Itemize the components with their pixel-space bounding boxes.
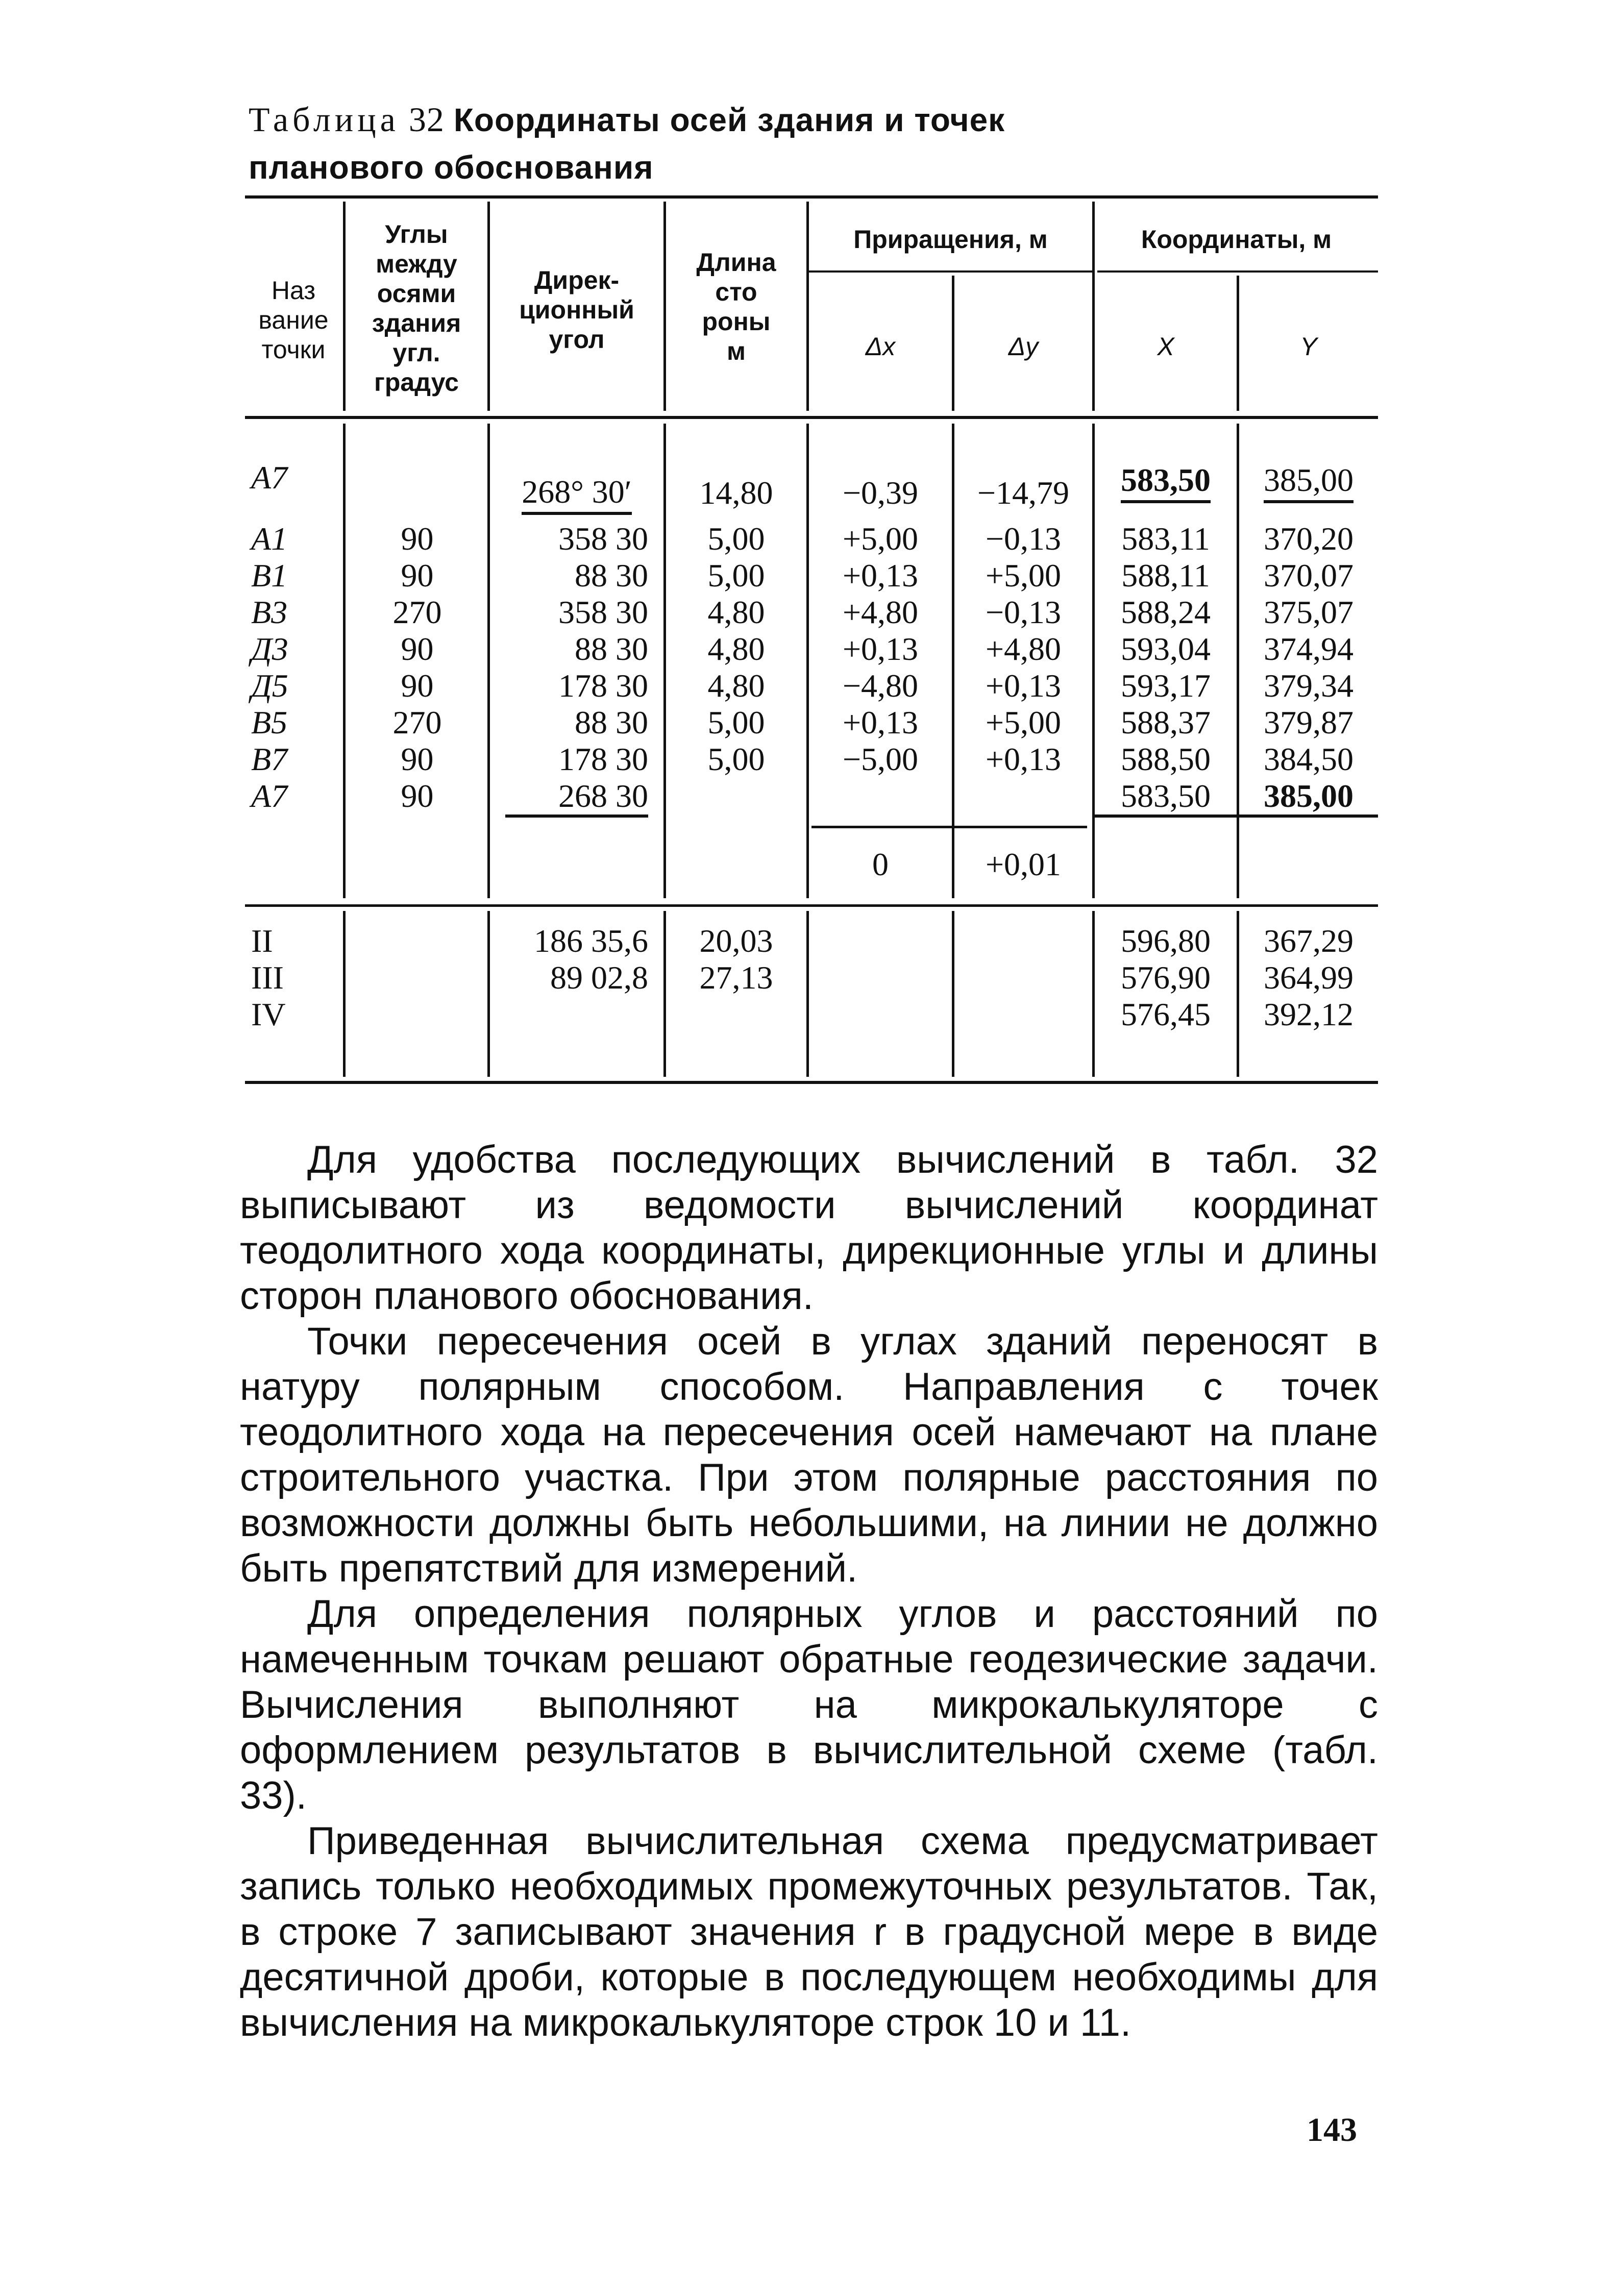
header-dx: Δx: [865, 332, 896, 361]
row-dy: +5,00: [985, 557, 1062, 594]
paragraph-3: Для определения полярных углов и расстояний по намеченным точкам решают обратные геодезические задачи. Вычисления выполняют на микрокалькуляторе с оформлением результатов в вычислительной схеме (табл. 33).: [240, 1592, 1378, 1817]
row-dy: +5,00: [985, 704, 1062, 741]
control-length: 20,03: [699, 923, 773, 959]
ctrl-line-1: [343, 911, 346, 1077]
header-direction: Дирек- ционный угол: [519, 266, 634, 354]
row-name: A1: [251, 521, 288, 557]
row-x: 588,50: [1121, 741, 1211, 777]
header-coords: Координаты, м: [1141, 225, 1332, 254]
start-x: 583,50: [1095, 462, 1237, 499]
start-direction: 268° 30′: [505, 474, 648, 510]
row-name: Д3: [251, 631, 288, 667]
header-name: Наз вание точки: [258, 276, 329, 364]
row-x: 588,11: [1121, 557, 1210, 594]
caption-title-cont: планового обоснования: [249, 149, 654, 186]
row-length: 4,80: [707, 594, 765, 630]
control-x: 576,90: [1121, 959, 1211, 996]
header-dy: Δy: [1008, 332, 1039, 361]
body-text: [240, 1137, 1378, 2045]
row-name: B1: [251, 557, 288, 594]
header-bottom-rule: [245, 416, 1378, 419]
row-x: 593,04: [1121, 631, 1211, 667]
body-line-2: [487, 424, 490, 898]
row-dir: 178 30: [558, 668, 648, 704]
caption-label: Таблица: [249, 100, 400, 139]
paragraph-4: Приведенная вычислительная схема предусматривает запись только необходимых промежуточных результатов. Так, в строке 7 записывают значения r в градусной мере в виде десятичной дроби, которые в последующем необходимы для вычисления на микрокалькуляторе строк 10 и 11.: [240, 1819, 1378, 2044]
row-angle: 90: [401, 778, 434, 814]
table-caption: [249, 96, 1422, 191]
body-line-1: [343, 424, 346, 898]
start-length: 14,80: [699, 475, 773, 511]
control-name: IV: [251, 996, 286, 1032]
row-y: 374,94: [1264, 631, 1354, 667]
control-dir: 186 35,6: [534, 923, 648, 959]
row-angle: 90: [401, 741, 434, 777]
subheader-rule-increments: [806, 270, 1092, 273]
row-x: 583,50: [1095, 778, 1237, 818]
row-dx: +0,13: [842, 557, 919, 594]
start-point-name: A7: [251, 459, 288, 496]
row-x: 583,11: [1121, 521, 1210, 557]
table-top-rule: [245, 195, 1378, 199]
row-dx: +5,00: [842, 521, 919, 557]
page-number: 143: [1307, 2111, 1357, 2149]
row-length: 4,80: [707, 631, 765, 667]
row-angle: 90: [401, 521, 434, 557]
header-y: Y: [1300, 332, 1317, 361]
row-dx: +0,13: [842, 631, 919, 667]
start-dx: −0,39: [842, 475, 919, 511]
row-name: B3: [251, 594, 288, 630]
row-dx: −5,00: [842, 741, 919, 777]
row-dy: +0,13: [985, 668, 1062, 704]
row-y: 370,07: [1264, 557, 1354, 594]
control-name: II: [251, 923, 273, 959]
control-dir: 89 02,8: [550, 959, 648, 996]
row-y: 379,87: [1264, 704, 1354, 741]
row-dir: 88 30: [575, 631, 648, 667]
paragraph-1: Для удобства последующих вычислений в табл. 32 выписывают из ведомости вычислений координат теодолитного хода координаты, дирекционные углы и длины сторон планового обоснования.: [240, 1138, 1378, 1318]
row-dx: −4,80: [842, 668, 919, 704]
paragraph-2: Точки пересечения осей в углах зданий переносят в натуру полярным способом. Направления с точек теодолитного хода на пересечения осей намечают на плане строительного участка. При этом полярные расстояния по возможности должны быть небольшими, на линии не должно быть препятствий для измерений.: [240, 1320, 1378, 1590]
row-name: A7: [251, 778, 288, 814]
row-length: 5,00: [707, 741, 765, 777]
row-angle: 90: [401, 557, 434, 594]
row-y: 379,34: [1264, 668, 1354, 704]
control-x: 576,45: [1121, 996, 1211, 1032]
row-length: 5,00: [707, 521, 765, 557]
control-x: 596,80: [1121, 923, 1211, 959]
row-dy: −0,13: [985, 521, 1062, 557]
row-angle: 90: [401, 668, 434, 704]
row-name: Д5: [251, 668, 288, 704]
row-length: 4,80: [707, 668, 765, 704]
caption-title: Координаты осей здания и точек: [453, 102, 1005, 138]
section-divider-rule: [245, 904, 1378, 907]
header-angles: Углы между осями здания угл. градус: [372, 220, 461, 397]
row-angle: 270: [392, 594, 442, 630]
row-dir: 88 30: [575, 557, 648, 594]
ctrl-line-5: [952, 911, 954, 1077]
control-y: 364,99: [1264, 959, 1354, 996]
row-dy: +4,80: [985, 631, 1062, 667]
sum-dy: +0,01: [985, 846, 1062, 882]
caption-number: 32: [408, 100, 445, 139]
start-y: 385,00: [1239, 462, 1378, 499]
header-increments: Приращения, м: [853, 225, 1048, 254]
ctrl-line-4: [806, 911, 809, 1077]
ctrl-line-2: [487, 911, 490, 1077]
row-dir: 178 30: [558, 741, 648, 777]
row-x: 593,17: [1121, 668, 1211, 704]
row-length: 5,00: [707, 704, 765, 741]
control-name: III: [251, 959, 284, 996]
row-dx: +4,80: [842, 594, 919, 630]
row-dir: 88 30: [575, 704, 648, 741]
row-dir: 268 30: [505, 778, 648, 818]
control-y: 392,12: [1264, 996, 1354, 1032]
row-y: 370,20: [1264, 521, 1354, 557]
row-dir: 358 30: [558, 521, 648, 557]
row-angle: 90: [401, 631, 434, 667]
sum-dx: 0: [872, 846, 889, 882]
row-y: 385,00: [1239, 778, 1378, 818]
row-y: 375,07: [1264, 594, 1354, 630]
header-x: X: [1157, 332, 1174, 361]
control-y: 367,29: [1264, 923, 1354, 959]
row-y: 384,50: [1264, 741, 1354, 777]
row-dy: −0,13: [985, 594, 1062, 630]
row-dx: +0,13: [842, 704, 919, 741]
row-length: 5,00: [707, 557, 765, 594]
header-length: Длина сто роны м: [696, 248, 776, 365]
row-dy: +0,13: [985, 741, 1062, 777]
row-angle: 270: [392, 704, 442, 741]
table-bottom-rule: [245, 1081, 1378, 1084]
subheader-rule-coords: [1097, 270, 1378, 273]
sum-rule-increments: [811, 826, 1087, 828]
row-x: 588,24: [1121, 594, 1211, 630]
start-dy: −14,79: [977, 475, 1070, 511]
row-x: 588,37: [1121, 704, 1211, 741]
row-name: B7: [251, 741, 288, 777]
row-name: B5: [251, 704, 288, 741]
row-dir: 358 30: [558, 594, 648, 630]
control-length: 27,13: [699, 959, 773, 996]
